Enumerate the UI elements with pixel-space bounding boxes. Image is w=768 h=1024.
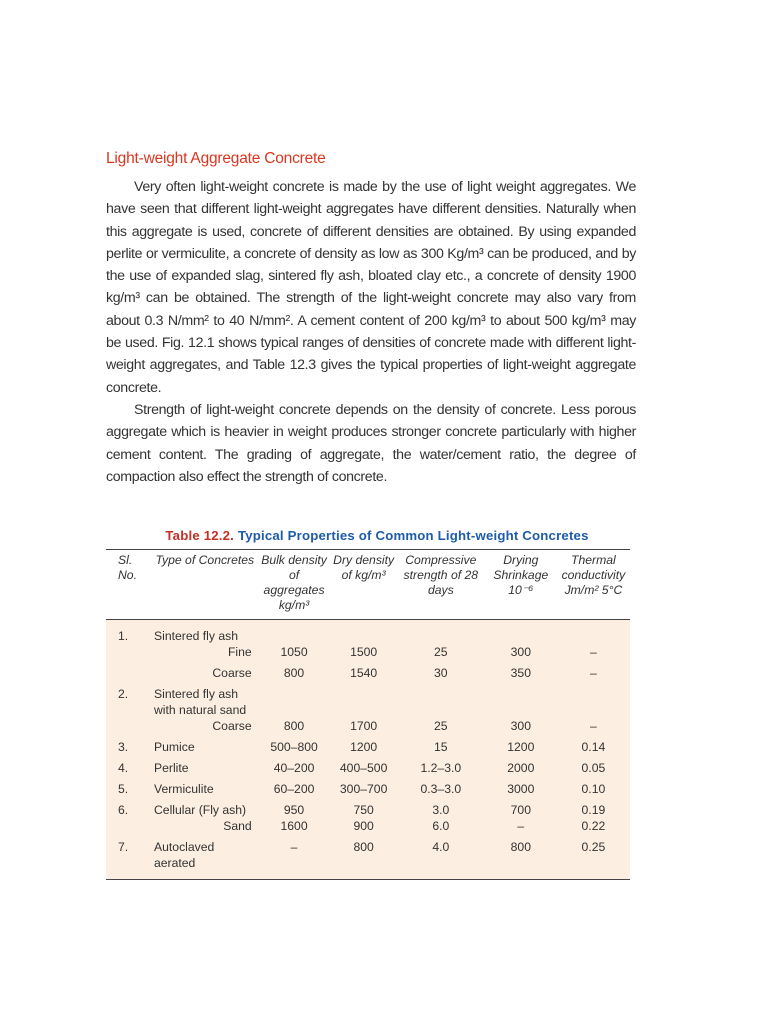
cell-type (152, 834, 258, 880)
cell-no: 2. (118, 687, 129, 701)
cell-no (106, 718, 152, 734)
cell-comp: 6.0 (432, 819, 450, 833)
cell-comp (397, 620, 485, 645)
cell-subtype-text: Coarse (212, 719, 252, 733)
cell-thermal: – (590, 645, 597, 659)
cell-shrink: 1200 (507, 740, 535, 754)
table-title (124, 528, 630, 543)
cell-comp: 3.0 (432, 803, 450, 817)
properties-table-container (106, 528, 630, 880)
cell-shrink: 350 (510, 666, 531, 680)
paragraph-1: Very often light-weight concrete is made by the use of light weight aggregates. We have seen that different light-weight aggregates have different densities. Naturally when this aggregate is used, concrete of different densities are obtained. By using expanded perlite or vermiculite, a concrete of density as low as 300 Kg/m³ can be produced, and by the use of expanded slag, sintered fly ash, bloated clay etc., a concrete of density 1900 kg/m³ can be obtained. The strength of the light-weight concrete may also vary from about 0.3 N/mm² to 40 N/mm². A cement content of 200 kg/m³ to about 500 kg/m³ may be used. Fig. 12.1 shows typical ranges of densities of concrete made with different light-weight aggregates, and Table 12.3 gives the typical properties of light-weight aggregate concrete. (106, 179, 636, 396)
cell-dry: 400–500 (339, 761, 388, 775)
cell-type (152, 776, 258, 797)
cell-comp (397, 681, 485, 718)
header-type: Type of Concretes (155, 553, 255, 567)
table-row (106, 660, 630, 681)
cell-no (106, 818, 152, 834)
cell-type (152, 718, 258, 734)
cell-comp: 30 (434, 666, 448, 680)
cell-type (152, 681, 258, 718)
cell-bulk: 1600 (280, 819, 308, 833)
cell-bulk: 800 (283, 666, 305, 680)
cell-bulk: 1050 (280, 645, 308, 659)
table-row (106, 644, 630, 660)
cell-bulk: 60–200 (273, 782, 315, 796)
cell-dry: 750 (353, 803, 374, 817)
header-thermal-conductivity: Thermal conductivity Jm/m² 5°C (561, 553, 626, 597)
paragraph-2: Strength of light-weight concrete depends on the density of concrete. Less porous aggregate which is heavier in weight produces stronger concrete particularly with higher cement content. The grading of aggregate, the water/cement ratio, the degree of compaction also effect the strength of concrete. (106, 401, 636, 485)
cell-type (152, 734, 258, 755)
header-drying-shrinkage: Drying Shrinkage 10⁻⁶ (493, 553, 549, 597)
cell-shrink: 2000 (507, 761, 535, 775)
cell-subtype-text: Coarse (212, 666, 252, 680)
cell-comp: 25 (434, 719, 448, 733)
cell-comp: 15 (434, 740, 448, 754)
cell-thermal: – (590, 666, 597, 680)
cell-type-text: Sintered fly ash with natural sand (154, 687, 247, 717)
header-bulk-density: Bulk density of aggregates kg/m³ (261, 553, 327, 612)
cell-dry: 800 (353, 840, 374, 854)
section-heading: Light-weight Aggregate Concrete (106, 150, 326, 167)
text-section (106, 150, 636, 488)
cell-bulk (258, 620, 331, 645)
cell-dry (330, 681, 396, 718)
cell-bulk: 500–800 (270, 740, 318, 754)
cell-comp: 1.2–3.0 (420, 761, 462, 775)
cell-type (152, 644, 258, 660)
table-row (106, 834, 630, 880)
cell-thermal: 0.05 (581, 761, 606, 775)
cell-bulk: – (290, 840, 298, 854)
cell-bulk: 40–200 (273, 761, 315, 775)
cell-no: 7. (118, 840, 129, 854)
cell-subtype-text: Sand (223, 819, 252, 833)
cell-comp: 0.3–3.0 (420, 782, 462, 796)
table-row (106, 734, 630, 755)
table-header-row (106, 550, 630, 620)
cell-bulk: 950 (283, 803, 305, 817)
cell-thermal (557, 681, 630, 718)
cell-shrink: 3000 (507, 782, 535, 796)
cell-thermal: – (590, 719, 597, 733)
cell-dry: 1540 (350, 666, 378, 680)
table-row (106, 776, 630, 797)
table-row (106, 797, 630, 818)
cell-no (106, 660, 152, 681)
cell-type (152, 818, 258, 834)
cell-bulk: 800 (283, 719, 305, 733)
cell-shrink: 700 (510, 803, 531, 817)
cell-type (152, 755, 258, 776)
cell-subtype-text: Fine (227, 645, 252, 659)
cell-type-text: Vermiculite (154, 782, 214, 796)
cell-dry: 900 (353, 819, 374, 833)
cell-no (106, 644, 152, 660)
cell-type-text: Cellular (Fly ash) (154, 803, 247, 817)
table-row (106, 620, 630, 645)
cell-type-text: Sintered fly ash (154, 629, 239, 643)
cell-thermal (557, 620, 630, 645)
table-title-text: Typical Properties of Common Light-weight Concretes (237, 528, 589, 543)
cell-bulk (258, 681, 331, 718)
cell-type-text: Perlite (154, 761, 189, 775)
cell-no: 4. (118, 761, 129, 775)
cell-type-text: Pumice (154, 740, 195, 754)
cell-no: 6. (118, 803, 129, 817)
cell-type (152, 797, 258, 818)
cell-dry: 1200 (350, 740, 378, 754)
cell-shrink: – (517, 819, 525, 833)
cell-no: 1. (118, 629, 129, 643)
cell-shrink: 300 (510, 645, 531, 659)
header-dry-density: Dry density of kg/m³ (333, 553, 395, 582)
cell-comp: 25 (434, 645, 448, 659)
cell-type-text: Autoclaved aerated (154, 840, 215, 870)
cell-shrink: 800 (510, 840, 531, 854)
table-title-number: Table 12.2. (165, 528, 235, 543)
cell-shrink (485, 620, 557, 645)
cell-dry: 300–700 (339, 782, 388, 796)
table-row (106, 718, 630, 734)
header-compressive-strength: Compressive strength of 28 days (403, 553, 479, 597)
cell-thermal: 0.19 (581, 803, 606, 817)
cell-shrink (485, 681, 557, 718)
cell-comp: 4.0 (432, 840, 450, 854)
header-sl-no: Sl. No. (118, 553, 137, 582)
cell-shrink: 300 (510, 719, 531, 733)
properties-table (106, 549, 630, 880)
cell-dry: 1500 (350, 645, 378, 659)
cell-thermal: 0.10 (581, 782, 606, 796)
table-row (106, 818, 630, 834)
table-body (106, 620, 630, 880)
table-row (106, 681, 630, 718)
cell-thermal: 0.14 (581, 740, 606, 754)
cell-no: 3. (118, 740, 129, 754)
cell-dry (330, 620, 396, 645)
table-row (106, 755, 630, 776)
cell-dry: 1700 (350, 719, 378, 733)
cell-type (152, 620, 258, 645)
cell-no: 5. (118, 782, 129, 796)
cell-thermal: 0.25 (581, 840, 606, 854)
cell-thermal: 0.22 (581, 819, 606, 833)
cell-type (152, 660, 258, 681)
